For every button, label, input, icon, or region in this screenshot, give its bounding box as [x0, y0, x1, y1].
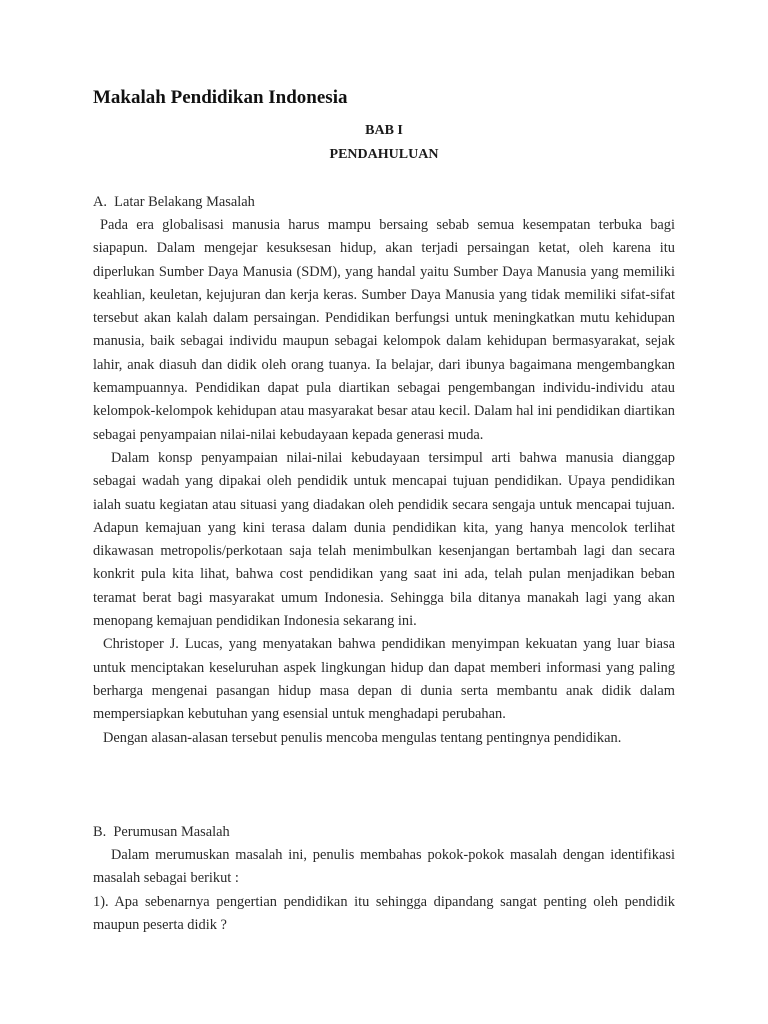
section-b-body [93, 844, 729, 937]
section-b-heading: B. Perumusan Masalah [93, 824, 230, 840]
chapter-number: BAB I [365, 123, 403, 138]
section-a-body [93, 214, 675, 750]
section-a-heading: A. Latar Belakang Masalah [93, 194, 255, 210]
section-a-paragraph-1: Pada era globalisasi manusia harus mampu bersaing sebab semua kesempatan terbuka bagi siapapun. Dalam mengejar kesuksesan hidup, akan terjadi persaingan ketat, oleh karena itu diperlukan Sumber Daya Manusia (SDM), yang handal yaitu Sumber Daya Manusia yang memiliki keahlian, keuletan, kejujuran dan kerja keras. Sumber Daya Manusia yang tidak memiliki sifat-sifat tersebut akan kalah dalam persaingan. Pendidikan berfungsi untuk meningkatkan mutu kehidupan manusia, baik sebagai individu maupun sebagai kelompok dalam kehidupan bermasyarakat, sejak lahir, anak diasuh dan didik oleh orang tuanya. Ia belajar, dari ibunya bagaimana mengembangkan kemampuannya. Pendidikan dapat pula diartikan sebagai pengembangan individu-individu atau kelompok-kelompok kehidupan atau masyarakat besar atau kecil. Dalam hal ini pendidikan diartikan sebagai penyampaian nilai-nilai kebudayaan kepada generasi muda. [93, 217, 675, 443]
document-title: Makalah Pendidikan Indonesia [93, 87, 348, 108]
chapter-title: PENDAHULUAN [329, 147, 439, 162]
section-a-paragraph-3: Christoper J. Lucas, yang menyatakan bahwa pendidikan menyimpan kekuatan yang luar biasa untuk menciptakan keseluruhan aspek lingkungan hidup dan dapat memberi informasi yang paling berharga mengenai pasangan hidup masa depan di dunia serta membantu anak didik dalam mempersiapkan kebutuhan yang esensial untuk menghadapi perubahan. [93, 636, 675, 723]
section-a-paragraph-4: Dengan alasan-alasan tersebut penulis mencoba mengulas tentang pentingnya pendidikan. [103, 729, 622, 746]
section-a-paragraph-2: Dalam konsp penyampaian nilai-nilai kebudayaan tersimpul arti bahwa manusia dianggap sebagai wadah yang dipakai oleh pendidik untuk mencapai tujuan pendidikan. Upaya pendidikan ialah suatu kegiatan atau situasi yang diadakan oleh pendidik secara sengaja untuk mencapai tujuan. Adapun kemajuan yang kini terasa dalam dunia pendidikan kita, yang hanya mencolok terlihat dikawasan metropolis/perkotaan saja telah menimbulkan kesenjangan bertambah lagi dan secara konkrit pula kita lihat, bahwa cost pendidikan yang saat ini ada, telah pulan menjadikan beban teramat berat bagi masyarakat umum Indonesia. Sehingga bila ditanya manakah lagi yang akan menopang kemajuan pendidikan Indonesia sekarang ini. [93, 449, 675, 630]
section-b-item-1: 1). Apa sebenarnya pengertian pendidikan itu sehingga dipandang sangat penting oleh pendidik maupun peserta didik ? [93, 893, 729, 933]
section-b-intro: Dalam merumuskan masalah ini, penulis membahas pokok-pokok masalah dengan identifikasi masalah sebagai berikut : [93, 847, 675, 887]
